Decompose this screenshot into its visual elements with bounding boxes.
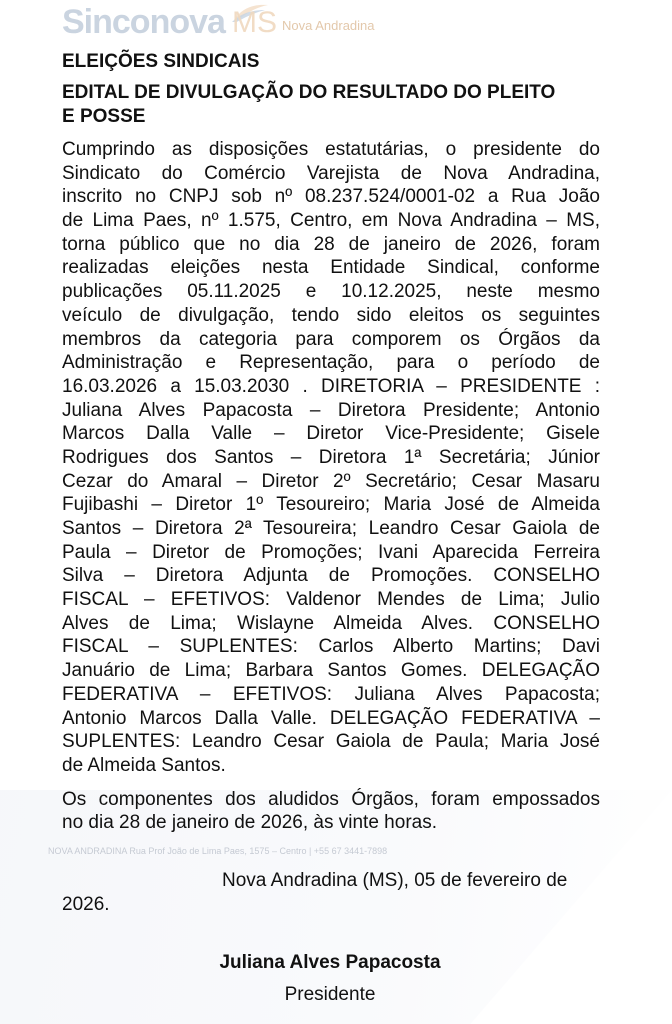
text-line: Marcos Dalla Valle – Diretor Vice-Presidente; Gisele [62, 423, 600, 445]
text-line: membros da categoria para comporem os Órgãos da [62, 328, 600, 350]
heading-eleicoes: ELEIÇÕES SINDICAIS [62, 51, 260, 72]
signature-name: Juliana Alves Papacosta [219, 952, 441, 973]
paragraph-main [62, 138, 600, 778]
signature-role: Presidente [284, 984, 376, 1005]
text-line: FEDERATIVA – EFETIVOS: Juliana Alves Papacosta; [62, 683, 600, 705]
text-line: de Lima Paes, nº 1.575, Centro, em Nova Andradina – MS, [62, 210, 600, 232]
date-line-year: 2026. [62, 894, 110, 915]
heading-edital-cont: E POSSE [62, 106, 146, 127]
paragraph-posse [62, 788, 600, 834]
logo-city: Nova Andradina [282, 18, 375, 33]
text-line: Antonio Marcos Dalla Valle. DELEGAÇÃO FEDERATIVA – [62, 707, 600, 729]
text-line: inscrito no CNPJ sob nº 08.237.524/0001-02 a Rua João [62, 186, 600, 208]
text-line: de Almeida Santos. [62, 754, 226, 776]
date-line: Nova Andradina (MS), 05 de fevereiro de [222, 870, 568, 891]
text-line: Paula – Diretor de Promoções; Ivani Aparecida Ferreira [62, 541, 600, 563]
text-line: Cumprindo as disposições estatutárias, o presidente do [62, 139, 600, 160]
text-line: Administração e Representação, para o período de [62, 352, 600, 374]
text-line: Sindicato do Comércio Varejista de Nova Andradina, [62, 162, 600, 184]
text-line: SUPLENTES: Leandro Cesar Gaiola de Paula; Maria José [62, 731, 600, 753]
text-line: Alves de Lima; Wislayne Almeida Alves. CONSELHO [62, 612, 600, 634]
text-line: Juliana Alves Papacosta – Diretora Presidente; Antonio [62, 399, 600, 421]
text-line: Rodrigues dos Santos – Diretora 1ª Secretária; Júnior [62, 446, 600, 468]
watermark-logo [60, 2, 380, 48]
text-line: no dia 28 de janeiro de 2026, às vinte horas. [62, 812, 437, 833]
text-line: Fujibashi – Diretor 1º Tesoureiro; Maria José de Almeida [62, 494, 600, 516]
text-line: Santos – Diretora 2ª Tesoureira; Leandro Cesar Gaiola de [62, 518, 600, 539]
logo-name: Sinconova [62, 3, 225, 41]
text-line: Os componentes dos aludidos Órgãos, foram empossados [62, 789, 600, 810]
text-line: realizadas eleições nesta Entidade Sindical, conforme [62, 257, 600, 279]
text-line: publicações 05.11.2025 e 10.12.2025, neste mesmo [62, 281, 600, 303]
heading-edital: EDITAL DE DIVULGAÇÃO DO RESULTADO DO PLEITO [62, 82, 556, 103]
text-line: 16.03.2026 a 15.03.2030 . DIRETORIA – PRESIDENTE : [62, 375, 600, 397]
text-line: veículo de divulgação, tendo sido eleitos os seguintes [62, 304, 600, 326]
text-line: torna público que no dia 28 de janeiro de 2026, foram [62, 233, 600, 255]
text-line: FISCAL – EFETIVOS: Valdenor Mendes de Lima; Julio [62, 589, 600, 611]
text-line: Januário de Lima; Barbara Santos Gomes. DELEGAÇÃO [62, 660, 600, 682]
text-line: Silva – Diretora Adjunta de Promoções. CONSELHO [62, 565, 600, 587]
text-line: FISCAL – SUPLENTES: Carlos Alberto Martins; Davi [62, 636, 600, 658]
footer-watermark: NOVA ANDRADINA Rua Prof João de Lima Paes, 1575 – Centro | +55 67 3441-7898 [48, 846, 388, 856]
logo-suffix: MS [232, 6, 277, 39]
text-line: Cezar do Amaral – Diretor 2º Secretário; Cesar Masaru [62, 470, 600, 492]
